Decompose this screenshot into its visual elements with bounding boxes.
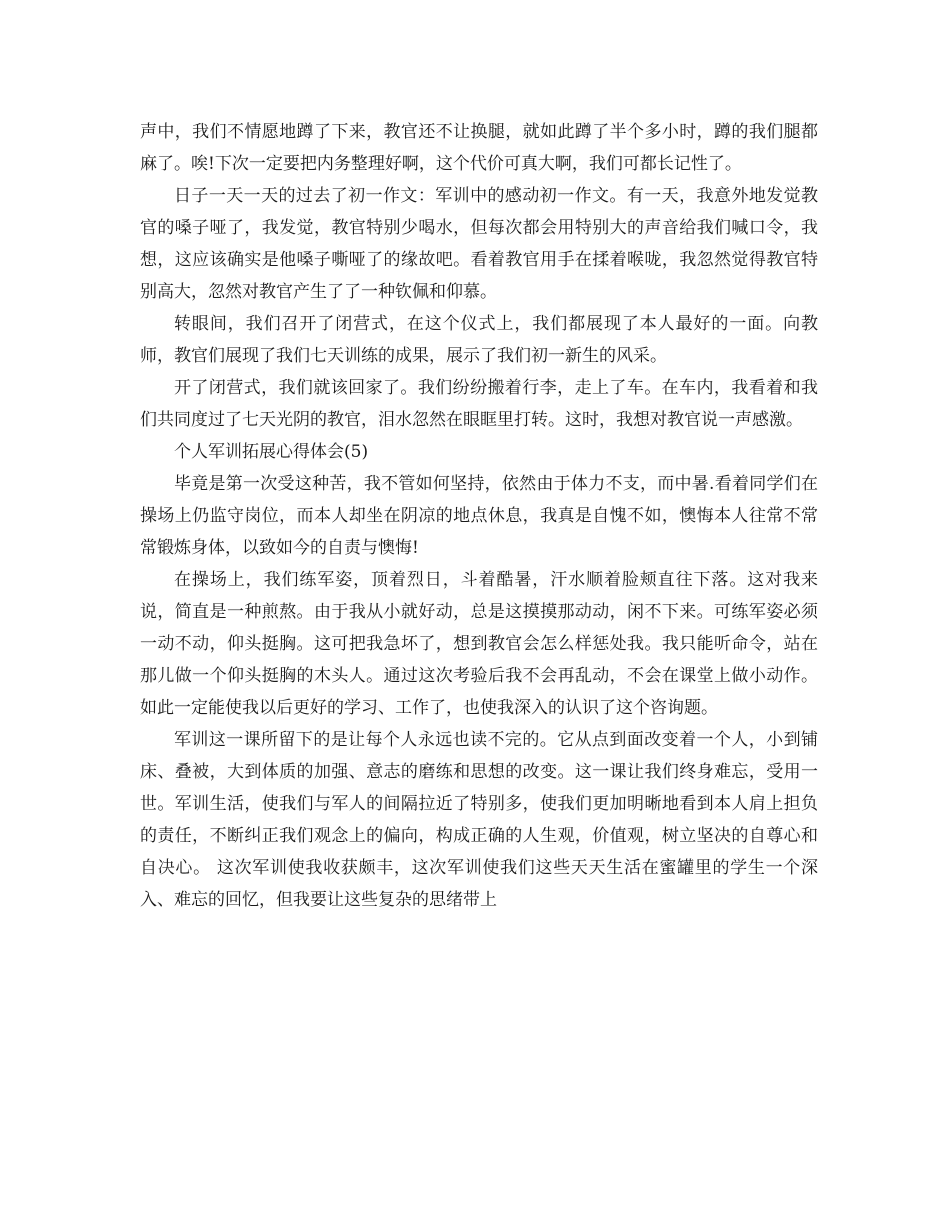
paragraph-military-posture: 在操场上，我们练军姿，顶着烈日，斗着酷暑，汗水顺着脸颊直往下落。这对我来说，简直是一种煎熬。由于我从小就好动，总是这摸摸那动动，闲不下来。可练军姿必须一动不动，仰头挺胸。这可把我急坏了，想到教官会怎么样惩处我。我只能听命令，站在那儿做一个仰头挺胸的木头人。通过这次考验后我不会再乱动，不会在课堂上做小动作。如此一定能使我以后更好的学习、工作了，也使我深入的认识了这个咨询题。	[140, 570, 818, 718]
paragraph-training-lesson: 军训这一课所留下的是让每个人永远也读不完的。它从点到面改变着一个人，小到铺床、叠被，大到体质的加强、意志的磨练和思想的改变。这一课让我们终身难忘，受用一世。军训生活，使我们与军人的间隔拉近了特别多，使我们更加明晰地看到本人肩上担负的责任，不断纠正我们观念上的偏向，构成正确的人生观，价值观，树立坚决的自尊心和自决心。 这次军训使我收获颇丰，这次军训使我们这些天天生活在蜜罐里的学生一个深入、难忘的回忆，但我要让这些复杂的思绪带上	[140, 730, 818, 910]
section-heading: 个人军训拓展心得体会(5)	[174, 442, 369, 462]
paragraph-instructor-voice: 日子一天一天的过去了初一作文：军训中的感动初一作文。有一天，我意外地发觉教官的嗓子哑了，我发觉，教官特别少喝水，但每次都会用特别大的声音给我们喊口令，我想，这应该确实是他嗓子嘶哑了的缘故吧。看着教官用手在揉着喉咙，我忽然觉得教官特别高大，忽然对教官产生了了一种钦佩和仰慕。	[140, 186, 818, 302]
paragraph-heatstroke: 毕竟是第一次受这种苦，我不管如何坚持，依然由于体力不支，而中暑.看着同学们在操场上仍监守岗位，而本人却坐在阴凉的地点休息，我真是自愧不如，懊悔本人往常不常常锻炼身体，以致如今的自责与懊悔!	[140, 474, 818, 558]
paragraph-closing-ceremony: 转眼间，我们召开了闭营式，在这个仪式上，我们都展现了本人最好的一面。向教师，教官们展现了我们七天训练的成果，展示了我们初一新生的风采。	[140, 314, 818, 366]
paragraph-continuation: 声中，我们不情愿地蹲了下来，教官还不让换腿，就如此蹲了半个多小时，蹲的我们腿都麻了。唉!下次一定要把内务整理好啊，这个代价可真大啊，我们可都长记性了。	[140, 122, 818, 174]
paragraph-going-home: 开了闭营式，我们就该回家了。我们纷纷搬着行李，走上了车。在车内，我看着和我们共同度过了七天光阴的教官，泪水忽然在眼眶里打转。这时，我想对教官说一声感激。	[140, 378, 818, 430]
document-body	[140, 116, 818, 916]
